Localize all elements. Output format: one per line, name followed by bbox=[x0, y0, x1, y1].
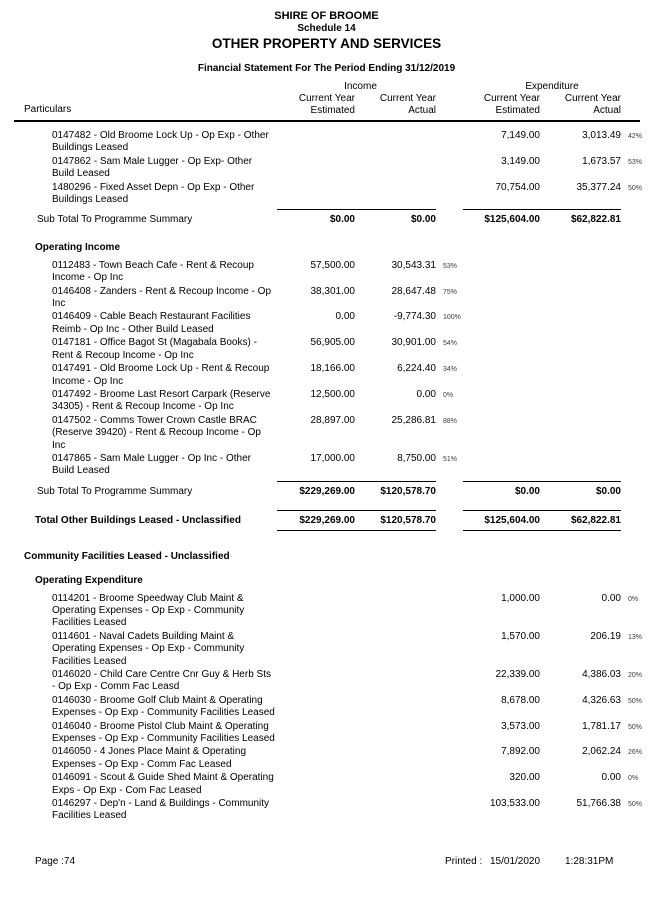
table-row bbox=[24, 746, 648, 771]
expenditure-percent-cell bbox=[621, 453, 648, 478]
expenditure-total-pair bbox=[463, 510, 621, 530]
expenditure-actual-total: $62,822.81 bbox=[570, 515, 621, 527]
expenditure-actual-cell bbox=[540, 363, 621, 388]
expenditure-estimated-cell: 7,149.00 bbox=[501, 130, 540, 141]
income-actual-cell bbox=[355, 593, 436, 630]
income-actual-cell bbox=[355, 695, 436, 720]
expenditure-actual-cell bbox=[540, 453, 621, 478]
expenditure-percent-cell: 20% bbox=[628, 672, 643, 679]
income-actual-cell: -9,774.30 bbox=[393, 311, 436, 323]
expenditure-estimated-cell bbox=[463, 415, 540, 452]
expenditure-estimated-cell bbox=[463, 286, 540, 311]
income-actual-cell bbox=[355, 746, 436, 771]
table-row bbox=[24, 182, 648, 207]
expenditure-estimated-cell: 7,892.00 bbox=[501, 746, 540, 758]
income-total-pair bbox=[277, 510, 436, 530]
total-row bbox=[24, 510, 648, 530]
expenditure-percent-cell bbox=[621, 286, 648, 311]
income-actual-cell: 8,750.00 bbox=[397, 452, 436, 464]
expenditure-actual-cell bbox=[540, 389, 621, 414]
income-estimated-subtotal: $229,269.00 bbox=[299, 485, 355, 497]
expenditure-percent-cell: 13% bbox=[628, 633, 643, 641]
income-estimated-cell: 28,897.00 bbox=[310, 414, 355, 426]
expenditure-actual-subtotal: $0.00 bbox=[595, 485, 621, 497]
expenditure-percent-cell: 53% bbox=[628, 158, 643, 166]
expenditure-actual-cell: 0.00 bbox=[601, 592, 621, 604]
income-actual-cell: 0.00 bbox=[416, 388, 436, 400]
table-row bbox=[24, 453, 648, 478]
expenditure-percent-cell: 50% bbox=[628, 801, 643, 809]
expenditure-percent-cell bbox=[621, 337, 648, 362]
income-estimated-cell bbox=[285, 695, 355, 720]
table-row bbox=[24, 389, 648, 414]
section-subheader: Operating Income bbox=[35, 241, 121, 253]
subtotal-row bbox=[24, 481, 648, 500]
expenditure-estimated-cell bbox=[463, 453, 540, 478]
expenditure-percent-cell: 50% bbox=[628, 184, 643, 192]
particulars-column-header: Particulars bbox=[24, 104, 72, 115]
income-percent-cell bbox=[436, 798, 463, 823]
table-row bbox=[24, 363, 648, 388]
income-actual-cell bbox=[355, 669, 436, 694]
table-row bbox=[24, 311, 648, 336]
statement-period: Financial Statement For The Period Ending 31/12/2019 bbox=[197, 63, 456, 74]
expenditure-percent-cell bbox=[621, 363, 648, 388]
income-actual-cell bbox=[355, 772, 436, 797]
expenditure-estimated-subtotal: $0.00 bbox=[514, 485, 540, 497]
income-estimated-cell bbox=[285, 798, 355, 823]
schedule-label: Schedule 14 bbox=[297, 23, 356, 34]
income-percent-cell bbox=[436, 631, 463, 668]
expenditure-percent-cell bbox=[621, 389, 648, 414]
income-estimated-column-header: Current Year Estimated bbox=[298, 93, 355, 116]
expenditure-actual-cell: 2,062.24 bbox=[582, 746, 621, 758]
income-estimated-cell bbox=[285, 593, 355, 630]
income-percent-cell: 88% bbox=[443, 417, 458, 425]
subtotal-label: Sub Total To Programme Summary bbox=[37, 485, 193, 497]
row-description: 0147491 - Old Broome Lock Up - Rent & Recoup Income - Op Inc bbox=[52, 363, 270, 387]
table-row bbox=[24, 286, 648, 311]
row-description: 1480296 - Fixed Asset Depn - Op Exp - Other Buildings Leased bbox=[52, 181, 255, 206]
income-estimated-cell bbox=[285, 130, 355, 155]
printed-time: 1:28:31PM bbox=[565, 856, 614, 867]
expenditure-percent-cell: 42% bbox=[628, 133, 643, 140]
income-actual-cell bbox=[355, 130, 436, 155]
income-group-header: Income bbox=[344, 81, 377, 92]
table-row bbox=[24, 260, 648, 285]
table-row bbox=[24, 798, 648, 823]
income-estimated-total: $229,269.00 bbox=[299, 515, 355, 527]
table-row bbox=[24, 337, 648, 362]
expenditure-percent-cell bbox=[621, 311, 648, 336]
expenditure-actual-cell: 1,673.57 bbox=[582, 155, 621, 167]
income-percent-cell: 51% bbox=[443, 455, 458, 463]
income-percent-cell bbox=[436, 746, 463, 771]
row-description: 0146091 - Scout & Guide Shed Maint & Operating Exps - Op Exp - Com Fac Leased bbox=[52, 772, 274, 796]
table-row bbox=[24, 593, 648, 630]
expenditure-percent-cell: 50% bbox=[628, 697, 643, 705]
row-description: 0147181 - Office Bagot St (Magabala Books) - Rent & Recoup Income - Op Inc bbox=[52, 337, 257, 361]
income-estimated-cell bbox=[285, 669, 355, 694]
income-estimated-subtotal: $0.00 bbox=[329, 214, 355, 226]
row-description: 0146020 - Child Care Centre Cnr Guy & Herb Sts - Op Exp - Comm Fac Leasd bbox=[52, 669, 271, 693]
expenditure-estimated-column-header: Current Year Estimated bbox=[483, 93, 540, 116]
income-percent-cell bbox=[436, 669, 463, 694]
expenditure-actual-cell: 206.19 bbox=[590, 630, 621, 642]
income-percent-cell bbox=[436, 721, 463, 746]
expenditure-actual-cell: 51,766.38 bbox=[576, 798, 621, 810]
row-description: 0146409 - Cable Beach Restaurant Facilities Reimb - Op Inc - Other Build Leased bbox=[52, 311, 251, 335]
income-percent-cell: 100% bbox=[443, 314, 461, 322]
income-estimated-cell bbox=[285, 721, 355, 746]
income-actual-cell: 28,647.48 bbox=[391, 285, 436, 297]
expenditure-actual-cell: 4,386.03 bbox=[582, 669, 621, 680]
expenditure-actual-cell: 3,013.49 bbox=[582, 130, 621, 141]
income-estimated-cell bbox=[285, 631, 355, 668]
income-percent-cell: 34% bbox=[443, 366, 458, 374]
expenditure-subtotal-pair bbox=[463, 481, 621, 500]
expenditure-estimated-cell: 320.00 bbox=[509, 772, 540, 784]
expenditure-percent-cell: 50% bbox=[628, 723, 643, 731]
organisation-name: SHIRE OF BROOME bbox=[274, 10, 379, 22]
page-number: Page :74 bbox=[35, 856, 76, 867]
row-description: 0146297 - Dep'n - Land & Buildings - Community Facilities Leased bbox=[52, 798, 270, 822]
row-description: 0112483 - Town Beach Cafe - Rent & Recoup Income - Op Inc bbox=[52, 259, 254, 284]
expenditure-estimated-cell: 70,754.00 bbox=[495, 181, 540, 193]
income-actual-cell: 30,901.00 bbox=[391, 337, 436, 349]
expenditure-estimated-cell: 3,573.00 bbox=[501, 720, 540, 732]
row-description: 0146030 - Broome Golf Club Maint & Operating Expenses - Op Exp - Community Facilities Leased bbox=[52, 694, 275, 719]
income-percent-cell bbox=[436, 182, 463, 207]
expenditure-estimated-total: $125,604.00 bbox=[484, 515, 540, 527]
income-actual-total: $120,578.70 bbox=[380, 515, 436, 527]
income-actual-cell: 6,224.40 bbox=[397, 363, 436, 375]
income-actual-cell bbox=[355, 156, 436, 181]
section-group-header: Community Facilities Leased - Unclassified bbox=[24, 550, 230, 562]
row-description: 0147482 - Old Broome Lock Up - Op Exp - Other Buildings Leased bbox=[52, 130, 269, 154]
printed-date: 15/01/2020 bbox=[490, 856, 541, 867]
row-description: 0147492 - Broome Last Resort Carpark (Reserve 34305) - Rent & Recoup Income - Op Inc bbox=[52, 388, 271, 413]
table-row bbox=[24, 772, 648, 797]
expenditure-percent-cell: 26% bbox=[628, 749, 643, 757]
expenditure-estimated-cell bbox=[463, 337, 540, 362]
expenditure-actual-cell: 4,326.63 bbox=[582, 694, 621, 706]
printed-label: Printed : bbox=[445, 856, 483, 867]
table-row bbox=[24, 156, 648, 181]
expenditure-percent-cell bbox=[621, 260, 648, 285]
expenditure-estimated-subtotal: $125,604.00 bbox=[484, 214, 540, 226]
page-title: OTHER PROPERTY AND SERVICES bbox=[211, 36, 442, 51]
income-actual-cell bbox=[355, 182, 436, 207]
expenditure-estimated-cell: 1,570.00 bbox=[501, 630, 540, 642]
table-row bbox=[24, 631, 648, 668]
column-group-header bbox=[24, 81, 648, 93]
expenditure-estimated-cell bbox=[463, 389, 540, 414]
income-estimated-cell: 17,000.00 bbox=[310, 452, 355, 464]
total-label: Total Other Buildings Leased - Unclassified bbox=[35, 515, 241, 527]
table-row bbox=[24, 695, 648, 720]
table-row bbox=[24, 130, 648, 155]
expenditure-actual-cell bbox=[540, 311, 621, 336]
table-body bbox=[24, 130, 648, 823]
row-description: 0147502 - Comms Tower Crown Castle BRAC (Reserve 39420) - Rent & Recoup Income - Op Inc bbox=[52, 414, 261, 451]
income-estimated-cell: 12,500.00 bbox=[310, 388, 355, 400]
table-row bbox=[24, 669, 648, 694]
income-estimated-cell bbox=[285, 746, 355, 771]
row-description: 0114201 - Broome Speedway Club Maint & Operating Expenses - Op Exp - Community Facilities Leased bbox=[52, 592, 245, 629]
table-row bbox=[24, 721, 648, 746]
income-percent-cell: 53% bbox=[443, 262, 458, 270]
expenditure-percent-cell: 0% bbox=[628, 775, 639, 783]
income-actual-cell: 25,286.81 bbox=[391, 414, 436, 426]
expenditure-estimated-cell bbox=[463, 260, 540, 285]
expenditure-actual-cell: 0.00 bbox=[601, 772, 621, 784]
row-description: 0114601 - Naval Cadets Building Maint & Operating Expenses - Op Exp - Community Facilities Leased bbox=[52, 630, 245, 667]
income-percent-cell: 54% bbox=[443, 340, 458, 348]
row-description: 0147865 - Sam Male Lugger - Op Inc - Other Build Leased bbox=[52, 452, 251, 477]
income-percent-cell bbox=[436, 130, 463, 155]
income-percent-cell: 75% bbox=[443, 288, 458, 296]
income-actual-column-header: Current Year Actual bbox=[379, 93, 436, 116]
expenditure-estimated-cell: 22,339.00 bbox=[495, 669, 540, 680]
expenditure-estimated-cell: 8,678.00 bbox=[501, 694, 540, 706]
income-actual-subtotal: $0.00 bbox=[410, 214, 436, 226]
expenditure-actual-cell bbox=[540, 337, 621, 362]
income-estimated-cell: 18,166.00 bbox=[310, 363, 355, 375]
column-header-row bbox=[24, 93, 648, 117]
subtotal-row bbox=[24, 209, 648, 228]
expenditure-actual-subtotal: $62,822.81 bbox=[570, 214, 621, 226]
income-estimated-cell: 56,905.00 bbox=[310, 337, 355, 349]
row-description: 0146050 - 4 Jones Place Maint & Operating Expenses - Op Exp - Comm Fac Leased bbox=[52, 746, 247, 770]
income-percent-cell bbox=[436, 156, 463, 181]
expenditure-percent-cell: 0% bbox=[628, 595, 639, 603]
income-actual-cell bbox=[355, 631, 436, 668]
income-estimated-cell: 57,500.00 bbox=[310, 259, 355, 271]
expenditure-actual-cell: 35,377.24 bbox=[576, 181, 621, 193]
income-actual-cell bbox=[355, 798, 436, 823]
income-percent-cell: 0% bbox=[443, 391, 454, 399]
income-percent-cell bbox=[436, 593, 463, 630]
expenditure-estimated-cell: 1,000.00 bbox=[501, 592, 540, 604]
expenditure-group-header: Expenditure bbox=[525, 81, 579, 92]
expenditure-actual-cell bbox=[540, 260, 621, 285]
row-description: 0146408 - Zanders - Rent & Recoup Income - Op Inc bbox=[52, 285, 272, 310]
row-description: 0147862 - Sam Male Lugger - Op Exp- Other Build Leased bbox=[52, 155, 253, 180]
expenditure-percent-cell bbox=[621, 415, 648, 452]
expenditure-actual-cell bbox=[540, 286, 621, 311]
section-subheader: Operating Expenditure bbox=[35, 574, 143, 586]
income-subtotal-pair bbox=[277, 209, 436, 228]
income-estimated-cell bbox=[285, 156, 355, 181]
income-percent-cell bbox=[436, 772, 463, 797]
expenditure-subtotal-pair bbox=[463, 209, 621, 228]
expenditure-actual-column-header: Current Year Actual bbox=[564, 93, 621, 116]
row-description: 0146040 - Broome Pistol Club Maint & Operating Expenses - Op Exp - Community Facilities Leased bbox=[52, 720, 275, 745]
expenditure-estimated-cell bbox=[463, 311, 540, 336]
income-estimated-cell bbox=[285, 772, 355, 797]
income-estimated-cell: 38,301.00 bbox=[310, 285, 355, 297]
expenditure-actual-cell: 1,781.17 bbox=[582, 720, 621, 732]
table-row bbox=[24, 415, 648, 452]
income-actual-cell bbox=[355, 721, 436, 746]
expenditure-estimated-cell: 3,149.00 bbox=[501, 155, 540, 167]
income-actual-cell: 30,543.31 bbox=[391, 259, 436, 271]
document-header bbox=[0, 0, 653, 75]
income-actual-subtotal: $120,578.70 bbox=[380, 485, 436, 497]
subtotal-label: Sub Total To Programme Summary bbox=[37, 214, 193, 226]
expenditure-estimated-cell: 103,533.00 bbox=[489, 798, 540, 810]
income-percent-cell bbox=[436, 695, 463, 720]
financial-table bbox=[24, 81, 648, 823]
income-estimated-cell bbox=[285, 182, 355, 207]
income-estimated-cell: 0.00 bbox=[335, 311, 355, 323]
header-rule bbox=[14, 120, 640, 122]
expenditure-actual-cell bbox=[540, 415, 621, 452]
expenditure-estimated-cell bbox=[463, 363, 540, 388]
income-subtotal-pair bbox=[277, 481, 436, 500]
